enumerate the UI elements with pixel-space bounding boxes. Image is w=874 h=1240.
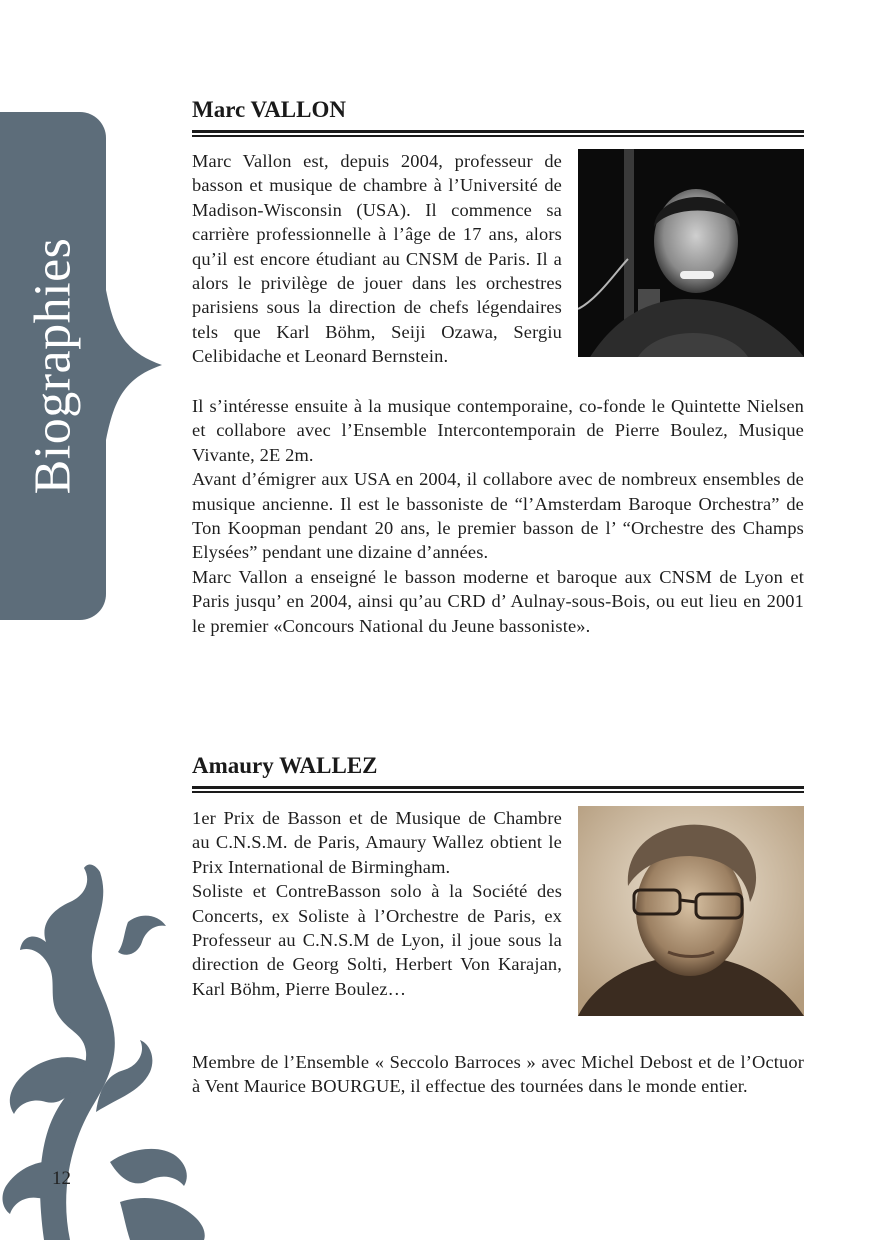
acanthus-ornament-icon bbox=[0, 862, 215, 1240]
double-rule bbox=[192, 130, 804, 139]
biography-amaury-wallez bbox=[192, 752, 804, 1097]
biography-paragraph: Marc Vallon a enseigné le basson moderne et baroque aux CNSM de Lyon et Paris jusqu’ en 2004, ainsi qu’au CRD d’ Aulnay-sous-Bois, ou eut lieu en 2001 le premier «Concours National du Jeune bassoniste». bbox=[192, 566, 804, 636]
biography-heading: Amaury WALLEZ bbox=[192, 753, 378, 778]
page-number: 12 bbox=[52, 1168, 71, 1189]
biography-paragraph: Il s’intéresse ensuite à la musique contemporaine, co-fonde le Quintette Nielsen et collabore avec l’Ensemble Intercontemporain de Pierre Boulez, Musique Vivante, 2E 2m. bbox=[192, 396, 804, 465]
biography-text-wide bbox=[192, 394, 804, 638]
side-tab-notch bbox=[104, 290, 164, 440]
portrait-photo-amaury-wallez bbox=[578, 806, 804, 1016]
biography-paragraph: Avant d’émigrer aux USA en 2004, il collabore avec de nombreux ensembles de musique ancienne. Il est le bassoniste de “l’Amsterdam Baroque Orchestra” de Ton Koopman pendant 20 ans, le premier basson de l’ “Orchestre des Champs Elysées” pendant une dizaine d’années. bbox=[192, 469, 804, 563]
biography-text-narrow bbox=[192, 806, 562, 1001]
biography-paragraph: Marc Vallon est, depuis 2004, professeur de basson et musique de chambre à l’Université de Madison-Wisconsin (USA). Il commence sa carrière professionnelle à l’âge de 17 ans, alors qu’il est encore étudiant au CNSM de Paris. Il a alors le privilège de jouer dans les orchestres parisiens sous la direction de chefs légendaires tels que Karl Böhm, Seiji Ozawa, Sergiu Celibidache et Leonard Bernstein. bbox=[192, 151, 562, 367]
biography-paragraph: Membre de l’Ensemble « Seccolo Barroces » avec Michel Debost et de l’Octuor à Vent Maurice BOURGUE, il effectue des tournées dans le monde entier. bbox=[192, 1052, 804, 1097]
biography-paragraph: 1er Prix de Basson et de Musique de Chambre au C.N.S.M. de Paris, Amaury Wallez obtient le Prix International de Birmingham. bbox=[192, 808, 562, 877]
portrait-photo-marc-vallon bbox=[578, 149, 804, 357]
biography-paragraph: Soliste et ContreBasson solo à la Société des Concerts, ex Soliste à l’Orchestre de Paris, ex Professeur au C.N.S.M de Lyon, il joue sous la direction de Georg Solti, Herbert Von Karajan, Karl Böhm, Pierre Boulez… bbox=[192, 881, 562, 999]
double-rule bbox=[192, 786, 804, 795]
biography-heading: Marc VALLON bbox=[192, 97, 346, 122]
biography-marc-vallon bbox=[192, 96, 804, 636]
biography-text-narrow bbox=[192, 149, 562, 369]
section-title-vertical: Biographies bbox=[24, 237, 82, 495]
biography-text-wide bbox=[192, 1050, 804, 1099]
